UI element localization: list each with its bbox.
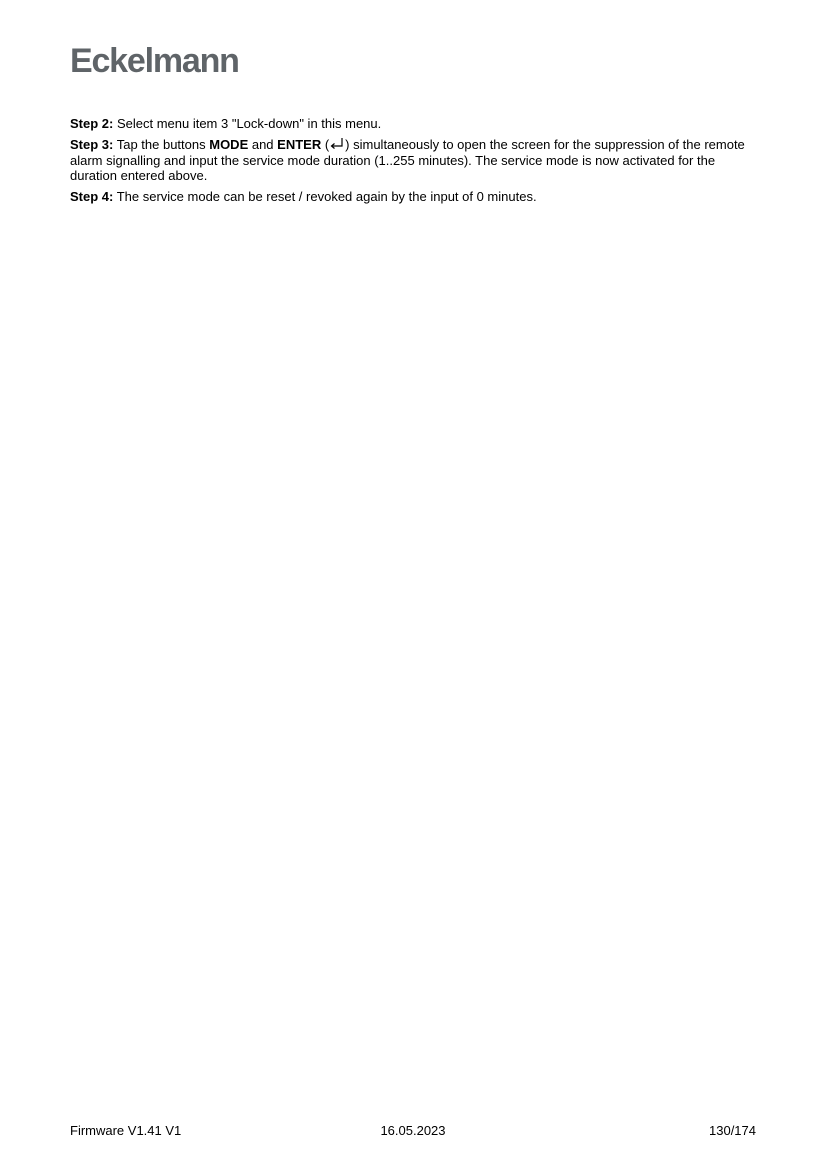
step-3-text-b: and [248,137,278,152]
footer-firmware: Firmware V1.41 V1 [70,1123,182,1138]
step-3-label: Step 3: [70,137,114,152]
step-4-label: Step 4: [70,189,114,204]
step-3 [70,137,760,183]
enter-keyword: ENTER [277,137,322,152]
step-3-text-d: ) simultaneously to open the screen for the suppression of the remote alarm signalling and input the service mode duration (1..255 minutes). The service mode is now activated for the duration entered above. [70,137,745,183]
document-body [70,116,760,210]
step-2 [70,116,760,131]
company-logo: Eckelmann [70,42,239,80]
footer-page-number: 130/174 [709,1123,756,1138]
step-4-text: The service mode can be reset / revoked again by the input of 0 minutes. [113,189,537,204]
enter-return-icon [330,137,344,153]
step-2-label: Step 2: [70,116,114,131]
step-3-text-c: ( [321,137,330,152]
step-4 [70,189,760,204]
step-3-text-a: Tap the buttons [113,137,210,152]
footer-date: 16.05.2023 [380,1123,446,1138]
mode-keyword: MODE [209,137,249,152]
step-2-text: Select menu item 3 "Lock-down" in this menu. [113,116,382,131]
